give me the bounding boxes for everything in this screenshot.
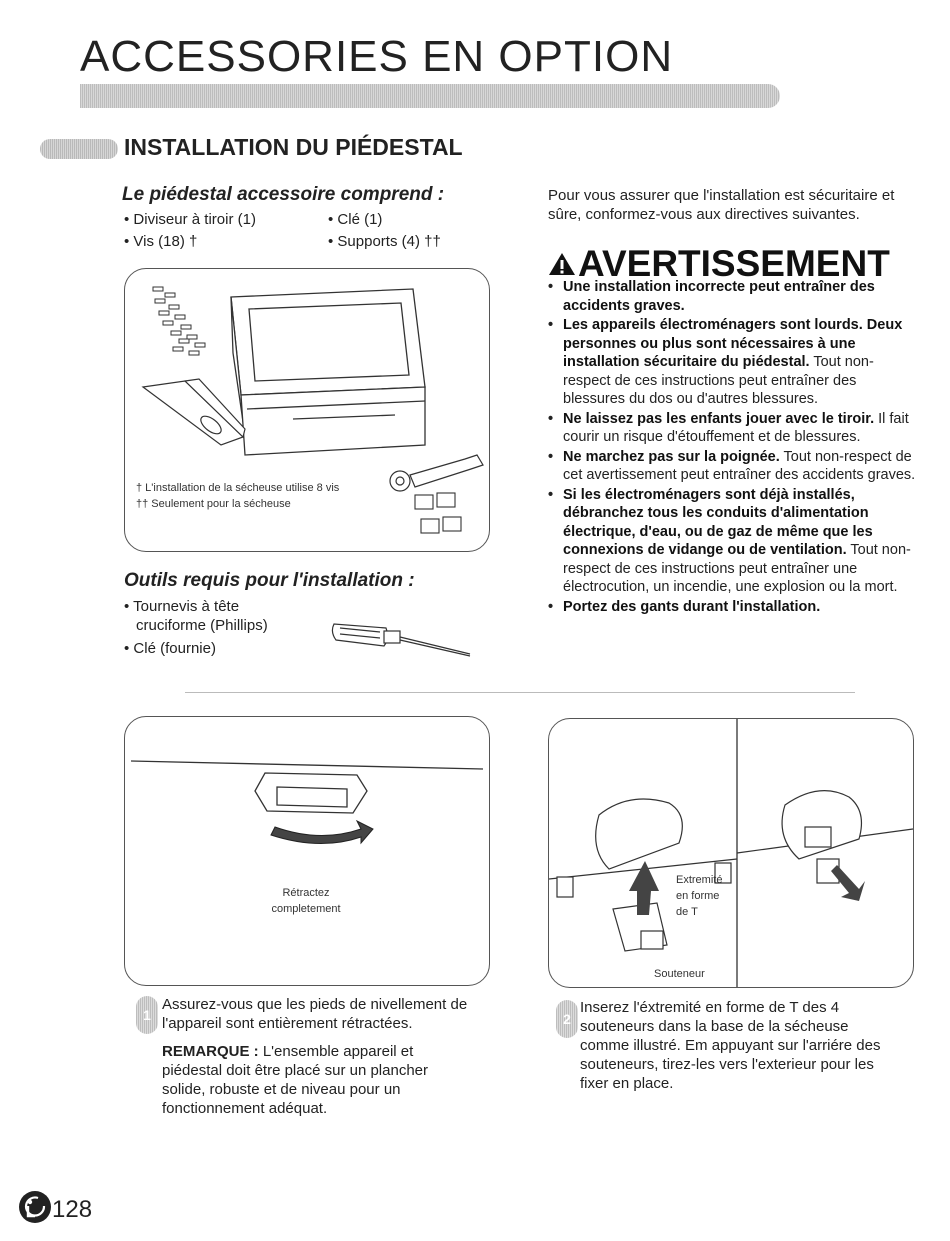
step2-text: Inserez l'éxtremité en forme de T des 4 souteneurs dans la base de la sécheuse comme illustré. Em appuyant sur l'arriére des souteneurs, tirez-les vers l'exterieur pour les fixer en place. <box>580 999 881 1092</box>
title-bar <box>80 84 780 108</box>
warning-triangle-icon <box>548 251 576 277</box>
warning-item: • Ne laissez pas les enfants jouer avec le tiroir. Il fait courir un risque d'étouffement et de blessures. <box>548 410 918 447</box>
tool-item-cont: cruciforme (Phillips) <box>136 617 268 634</box>
leveling-foot-illustration <box>125 717 489 985</box>
step1-note: REMARQUE : L'ensemble appareil et piédestal doit être placé sur un plancher solide, robuste et de niveau pour un fonctionnement adéquat. <box>162 1043 429 1117</box>
kit-footnote: †† Seulement pour la sécheuse <box>136 498 291 510</box>
step2-badge: 2 <box>556 1000 578 1038</box>
support-insertion-illustration <box>549 719 913 987</box>
warning-list <box>548 278 918 617</box>
page-number: 128 <box>52 1196 93 1223</box>
warning-item: • Les appareils électroménagers sont lourds. Deux personnes ou plus sont nécessaires à une installation sécuritaire du piédestal. Tout non-respect de ces instructions peut entraîner des blessures du dos ou d'autres blessures. <box>548 316 918 409</box>
tool-item: • Clé (fournie) <box>124 640 216 657</box>
kit-footnote: † L'installation de la sécheuse utilise 8 vis <box>136 482 340 494</box>
intro-text: Pour vous assurer que l'installation est sécuritaire et sûre, conformez-vous aux directives suivantes. <box>548 187 895 223</box>
tools-heading: Outils requis pour l'installation : <box>124 570 415 591</box>
warning-title: AVERTISSEMENT <box>548 243 890 285</box>
kit-item: • Vis (18) † <box>124 233 198 250</box>
kit-item: • Clé (1) <box>328 211 383 228</box>
kit-item: • Supports (4) †† <box>328 233 441 250</box>
label-support: Souteneur <box>654 968 705 980</box>
warning-item: • Si les électroménagers sont déjà installés, débranchez tous les conduits d'alimentation électrique, d'eau, ou de gaz de même que les connexions de vidange ou de ventilation. Tout non-respect de ces instructions peut entraîner une électrocution, un incendie, une explosion ou la mort. <box>548 486 918 597</box>
section-divider <box>185 692 855 693</box>
screwdriver-icon <box>330 614 480 662</box>
section-marker <box>40 139 118 159</box>
warning-item: • Une installation incorrecte peut entraîner des accidents graves. <box>548 278 918 315</box>
step2-figure <box>548 718 914 988</box>
step1-text: Assurez-vous que les pieds de nivellement de l'appareil sont entièrement rétractées. <box>162 996 468 1032</box>
tool-item: • Tournevis à tête <box>124 598 240 615</box>
lg-logo-icon <box>18 1190 52 1224</box>
warning-item: • Ne marchez pas sur la poignée. Tout non-respect de cet avertissement peut entraîner des accidents graves. <box>548 448 918 485</box>
kit-heading: Le piédestal accessoire comprend : <box>122 184 445 205</box>
page-title: ACCESSORIES EN OPTION <box>80 32 674 81</box>
step1-caption: Rétractez completement <box>271 887 341 915</box>
kit-item: • Diviseur à tiroir (1) <box>124 211 256 228</box>
step1-figure <box>124 716 490 986</box>
warning-item: • Portez des gants durant l'installation. <box>548 598 918 617</box>
step1-badge: 1 <box>136 996 158 1034</box>
label-t-end: Extremité en forme de T <box>676 874 723 918</box>
section-title: INSTALLATION DU PIÉDESTAL <box>124 134 463 160</box>
